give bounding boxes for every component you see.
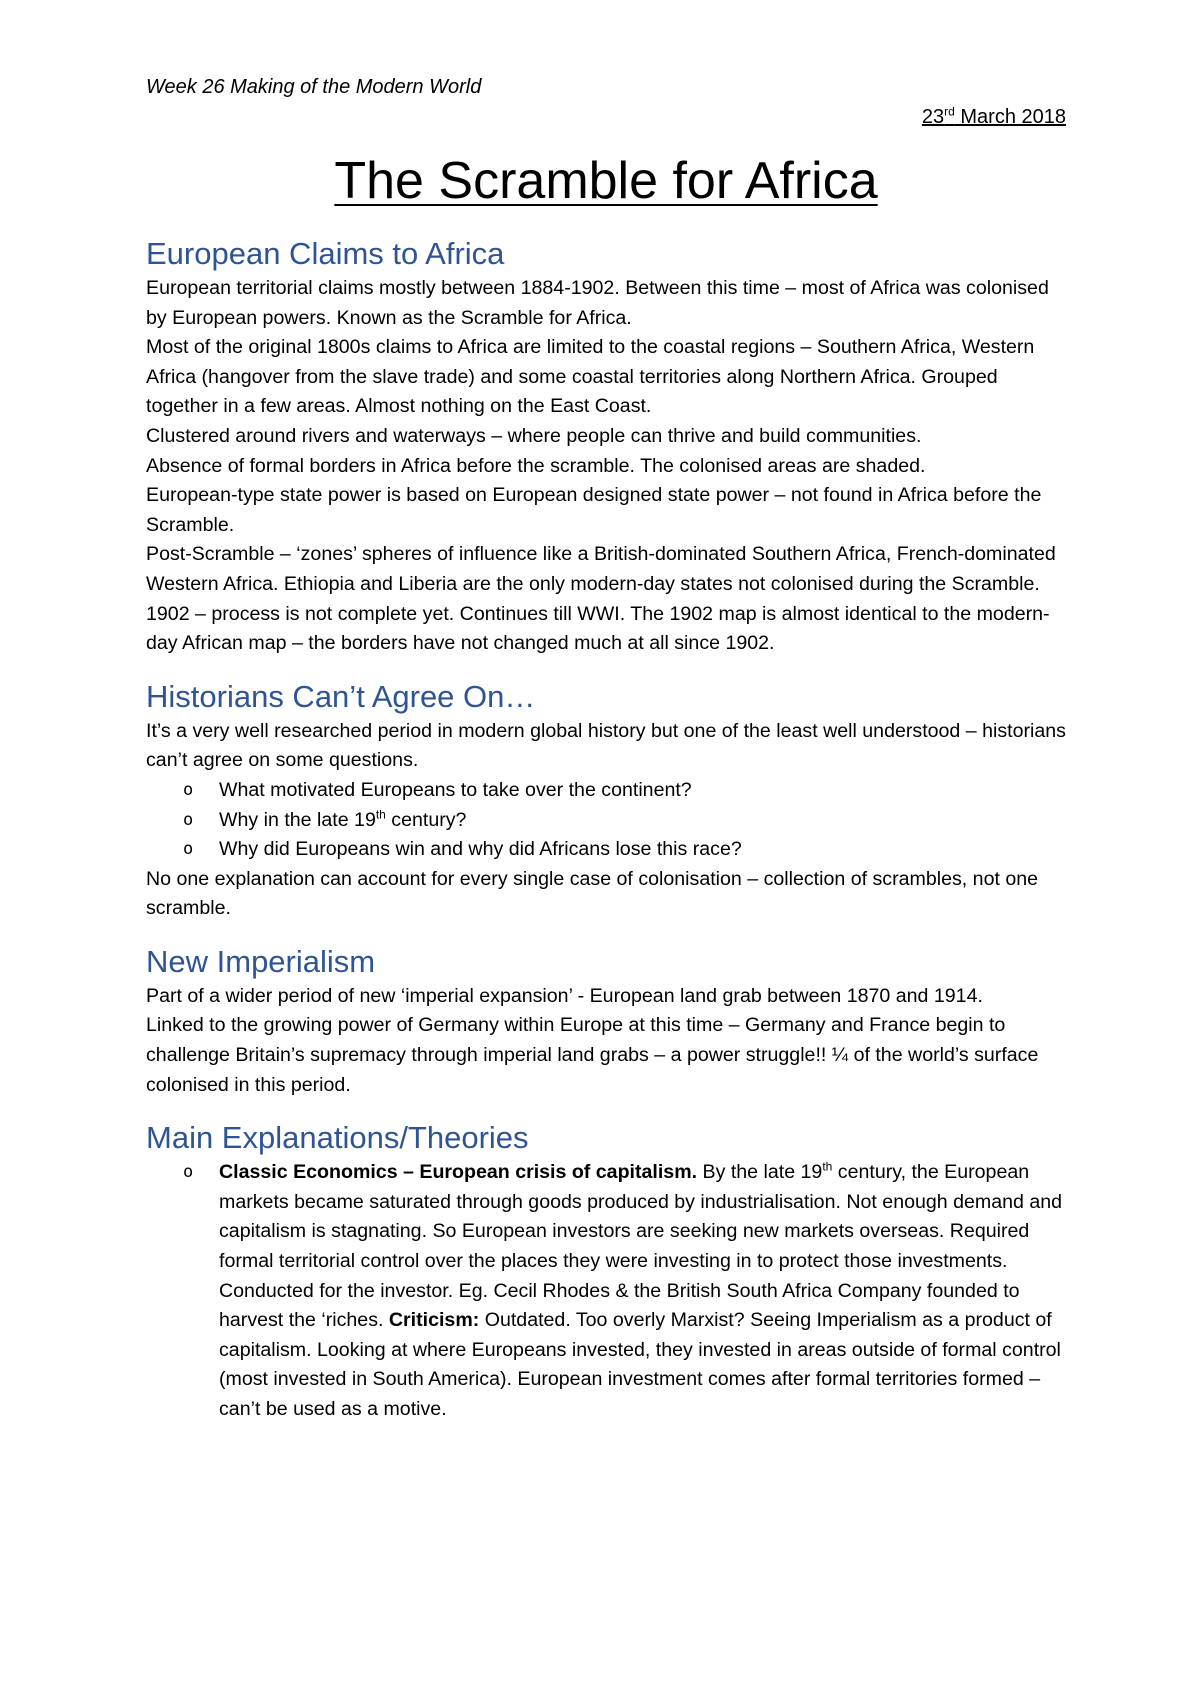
date-day: 23: [921, 106, 945, 128]
section-heading: Main Explanations/Theories: [146, 1120, 529, 1156]
paragraph: European territorial claims mostly between 1884-1902. Between this time – most of Africa was colonised by European powers. Known as the Scramble for Africa.: [146, 277, 1049, 329]
list-item: [146, 776, 1066, 806]
circle-bullet-icon: o: [183, 1162, 194, 1183]
section-heading: New Imperialism: [146, 943, 376, 979]
circle-bullet-icon: o: [183, 809, 194, 830]
ordinal-suffix: th: [822, 1159, 833, 1174]
section-european-claims: [146, 234, 1066, 659]
paragraph: Linked to the growing power of Germany within Europe at this time – Germany and France begin to challenge Britain’s supremacy through imperial land grabs – a power struggle!! ¼ of the world’s surface colonised in this period.: [146, 1014, 1039, 1096]
section-historians: [146, 677, 1066, 924]
list-item-text: What motivated Europeans to take over the continent?: [219, 778, 692, 801]
theory-title: Classic Economics – European crisis of capitalism.: [219, 1161, 698, 1184]
theory-list: [146, 1158, 1066, 1424]
ordinal-suffix: th: [375, 806, 386, 821]
list-item: [146, 835, 1066, 865]
date-month-year: March 2018: [954, 106, 1066, 128]
paragraph: Post-Scramble – ‘zones’ spheres of influence like a British-dominated Southern Africa, French-dominated Western Africa. Ethiopia and Liberia are the only modern-day states not colonised during the Scramble. 1902 – process is not complete yet. Continues till WWI. The 1902 map is almost identical to the modern-day African map – the borders have not changed much at all since 1902.: [146, 543, 1056, 655]
section-heading: European Claims to Africa: [146, 236, 505, 271]
paragraph: Absence of formal borders in Africa before the scramble. The colonised areas are shaded.: [146, 454, 926, 477]
date-suffix: rd: [944, 104, 955, 119]
paragraph: Most of the original 1800s claims to Africa are limited to the coastal regions – Southern Africa, Western Africa (hangover from the slave trade) and some coastal territories along Northern Africa. Grouped together in a few areas. Almost nothing on the East Coast.: [146, 336, 1035, 418]
paragraph: No one explanation can account for every single case of colonisation – collection of scrambles, not one scramble.: [146, 867, 1039, 920]
circle-bullet-icon: o: [183, 779, 194, 800]
list-item: [146, 1158, 1066, 1424]
section-heading: Historians Can’t Agree On…: [146, 678, 536, 714]
list-item-text: Why did Europeans win and why did Africans lose this race?: [219, 838, 742, 861]
list-item-text: century, the European markets became saturated through goods produced by industrialisation. Not enough demand and capitalism is stagnating. So European investors are seeking new markets overseas. Required formal territorial control over the places they were investing in to protect those investments. Conducted for the investor. Eg. Cecil Rhodes & the British South Africa Company founded to harvest the ‘riches.: [219, 1161, 1063, 1332]
section-theories: [146, 1118, 1066, 1424]
paragraph: Clustered around rivers and waterways – where people can thrive and build communities.: [146, 424, 922, 447]
list-item-text: Why in the late 19: [219, 808, 376, 831]
list-item-text: By the late 19: [697, 1161, 823, 1184]
question-list: [146, 776, 1066, 865]
page-title: The Scramble for Africa: [334, 152, 878, 210]
list-item: [146, 806, 1066, 836]
circle-bullet-icon: o: [183, 839, 194, 860]
document-date: [922, 104, 1066, 130]
course-header: Week 26 Making of the Modern World: [146, 76, 482, 98]
list-item-text: century?: [385, 808, 467, 831]
document-body: [146, 234, 1066, 1443]
criticism-label: Criticism:: [388, 1309, 480, 1332]
paragraph: Part of a wider period of new ‘imperial expansion’ - European land grab between 1870 and 1914.: [146, 984, 983, 1007]
section-new-imperialism: [146, 942, 1066, 1100]
paragraph: It’s a very well researched period in modern global history but one of the least well understood – historians can’t agree on some questions.: [146, 719, 1066, 772]
paragraph: European-type state power is based on European designed state power – not found in Africa before the Scramble.: [146, 484, 1042, 536]
list-item-text: Outdated. Too overly Marxist? Seeing Imperialism as a product of capitalism. Looking at where Europeans invested, they invested in areas outside of formal control (most invested in South America). European investment comes after formal territories formed – can’t be used as a motive.: [219, 1309, 1061, 1420]
